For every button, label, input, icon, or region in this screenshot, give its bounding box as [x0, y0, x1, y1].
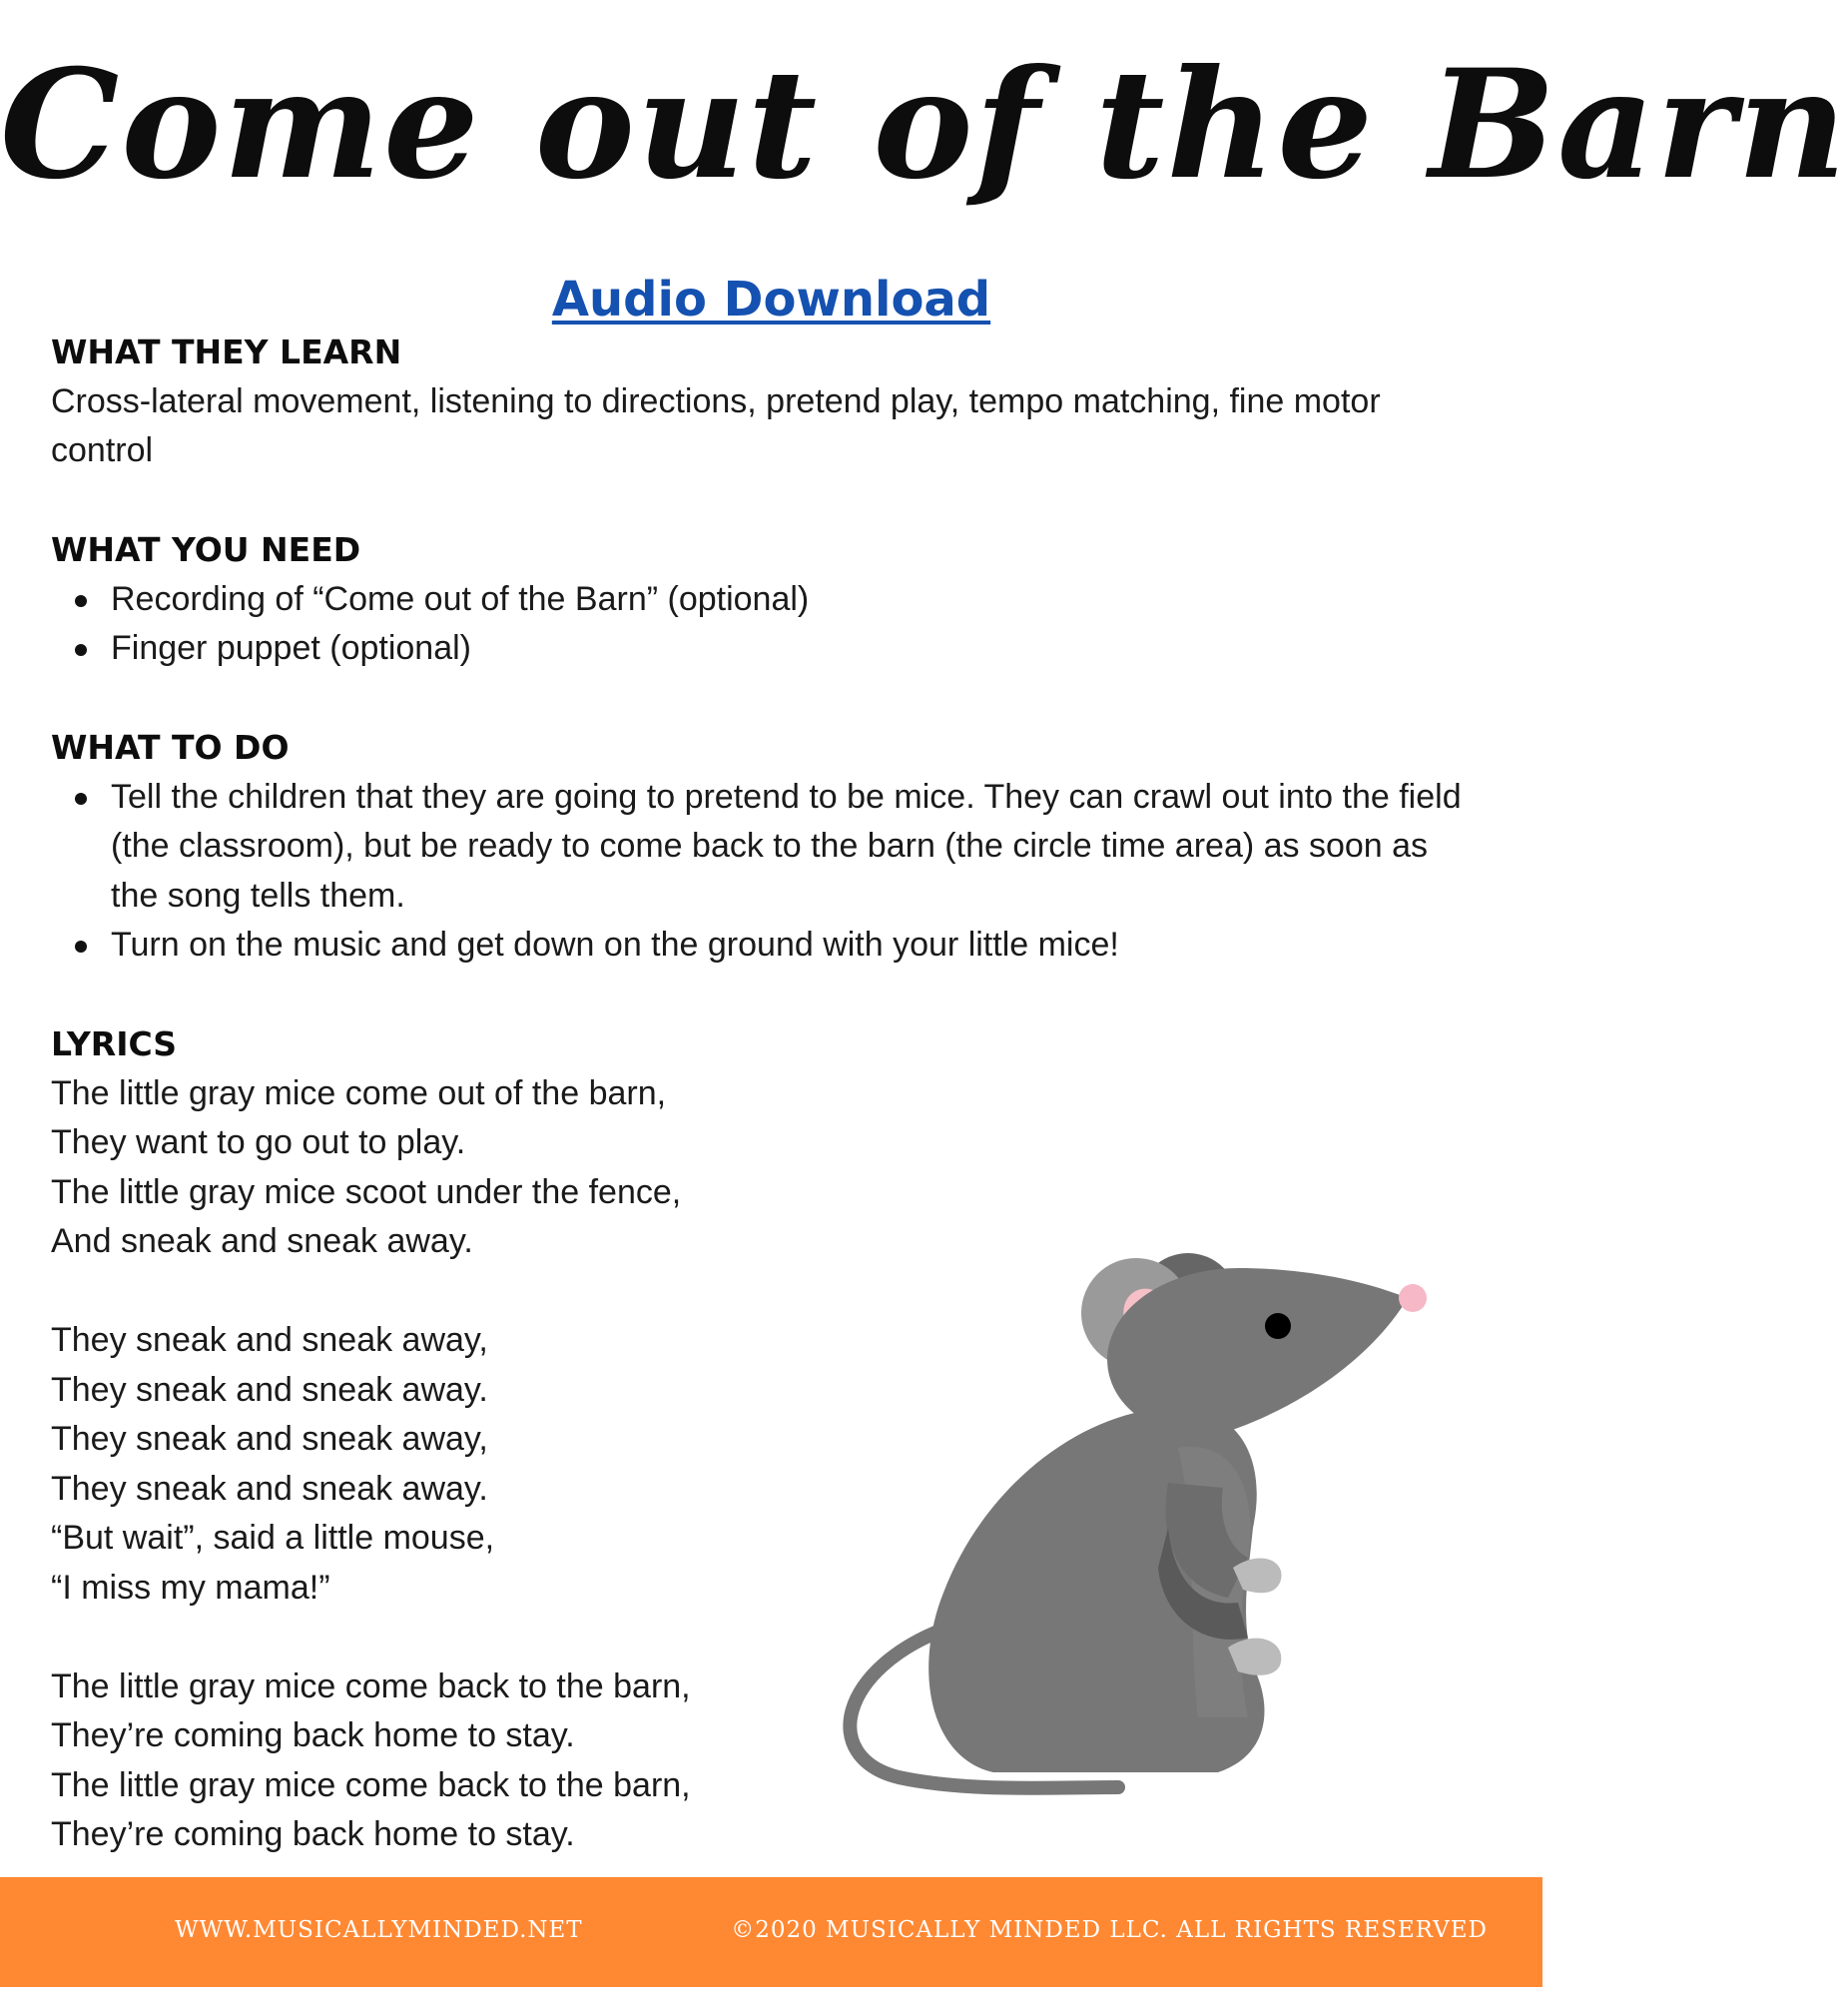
lyrics-line: They sneak and sneak away,: [51, 1321, 488, 1359]
need-heading: WHAT YOU NEED: [51, 530, 361, 569]
lyrics-line: They’re coming back home to stay.: [51, 1815, 575, 1853]
lyrics-line: “I miss my mama!”: [51, 1568, 330, 1607]
lyrics-line: The little gray mice come back to the barn,: [51, 1666, 691, 1705]
footer-website[interactable]: WWW.MUSICALLYMINDED.NET: [175, 1917, 583, 1943]
todo-list: [51, 773, 1479, 971]
need-list: [51, 575, 1479, 674]
lyrics-line: The little gray mice scoot under the fence,: [51, 1172, 682, 1211]
lyrics-heading: LYRICS: [51, 1024, 178, 1063]
lyrics-line: The little gray mice come back to the barn,: [51, 1765, 691, 1804]
lyrics-line: They sneak and sneak away,: [51, 1420, 488, 1458]
lyrics-line: They sneak and sneak away.: [51, 1370, 488, 1409]
lyrics-line: They’re coming back home to stay.: [51, 1716, 575, 1754]
lyrics-line: They sneak and sneak away.: [51, 1469, 488, 1508]
footer-copyright: ©2020 MUSICALLY MINDED LLC. ALL RIGHTS RESERVED: [731, 1917, 1488, 1943]
mouse-illustration: [819, 1198, 1478, 1817]
list-item: Tell the children that they are going to pretend to be mice. They can crawl out into the field (the classroom), but be ready to come back to the barn (the circle time area) as soon as the song tells them.: [51, 773, 1479, 922]
lyrics-line: They want to go out to play.: [51, 1123, 466, 1161]
page-title: Come out of the Barn: [0, 37, 1848, 213]
todo-heading: WHAT TO DO: [51, 728, 290, 767]
footer: [0, 1877, 1542, 1987]
lyrics-line: And sneak and sneak away.: [51, 1222, 473, 1260]
list-item: Turn on the music and get down on the ground with your little mice!: [51, 921, 1479, 971]
audio-download-container: [0, 268, 1542, 332]
list-item: Recording of “Come out of the Barn” (optional): [51, 575, 1479, 625]
lyrics-line: “But wait”, said a little mouse,: [51, 1519, 495, 1557]
audio-download-link[interactable]: Audio Download: [551, 272, 991, 328]
list-item: Finger puppet (optional): [51, 624, 1479, 674]
learn-text: Cross-lateral movement, listening to directions, pretend play, tempo matching, fine motor control: [51, 381, 1381, 469]
lyrics-line: The little gray mice come out of the barn,: [51, 1073, 667, 1112]
learn-heading: WHAT THEY LEARN: [51, 333, 402, 371]
